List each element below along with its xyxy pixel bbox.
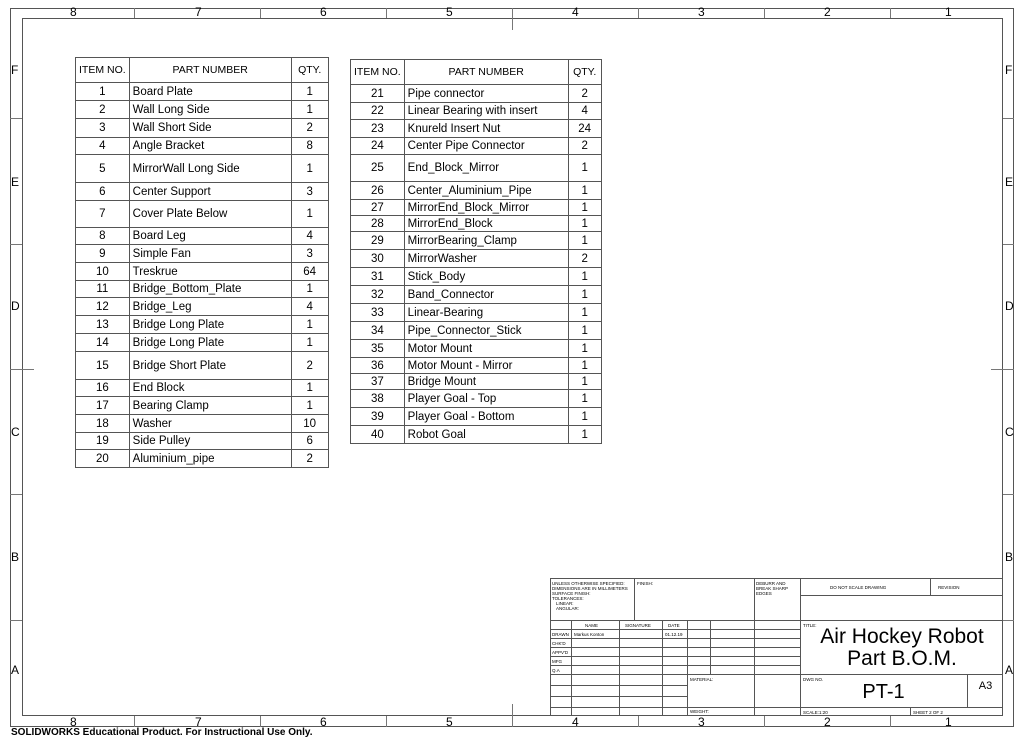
- bom-row: [76, 380, 329, 397]
- divider: [634, 578, 635, 620]
- bom-part-number: Pipe connector: [404, 85, 568, 103]
- bom-item-no: 22: [351, 103, 405, 120]
- zone-tick: [764, 8, 765, 18]
- bom-item-no: 38: [351, 390, 405, 408]
- zone-row-left: C: [11, 425, 20, 439]
- bom-item-no: 32: [351, 286, 405, 304]
- bom-row: [351, 374, 602, 390]
- zone-tick: [512, 704, 513, 727]
- bom-part-number: Knureld Insert Nut: [404, 120, 568, 138]
- bom-part-number: Player Goal - Bottom: [404, 408, 568, 426]
- bom-item-no: 1: [76, 83, 130, 101]
- bom-row: [76, 397, 329, 415]
- bom-row: [76, 316, 329, 334]
- divider: [710, 620, 711, 674]
- bom-qty: 24: [568, 120, 601, 138]
- zone-tick: [1003, 118, 1014, 119]
- bom-row: [351, 250, 602, 268]
- bom-part-number: Angle Bracket: [129, 138, 291, 155]
- bom-row: [351, 155, 602, 182]
- zone-col-top: 2: [824, 5, 831, 19]
- zone-col-top: 5: [446, 5, 453, 19]
- bom-row: [351, 358, 602, 374]
- bom-item-no: 26: [351, 182, 405, 200]
- bom-qty: 4: [291, 228, 328, 245]
- drawing-title-line2: Part B.O.M.: [847, 647, 957, 670]
- bom-qty: 1: [291, 397, 328, 415]
- bom-part-number: Motor Mount - Mirror: [404, 358, 568, 374]
- divider: [619, 620, 620, 716]
- zone-col-bottom: 6: [320, 715, 327, 729]
- bom-row: [76, 119, 329, 138]
- tb-linear: LINEAR:: [556, 601, 574, 606]
- zone-tick: [890, 716, 891, 727]
- bom-row: [351, 216, 602, 232]
- bom-item-no: 24: [351, 138, 405, 155]
- bom-item-no: 39: [351, 408, 405, 426]
- bom-row: [351, 103, 602, 120]
- tb-do-not-scale: DO NOT SCALE DRAWING: [830, 585, 887, 590]
- bom-part-number: MirrorWall Long Side: [129, 155, 291, 183]
- bom-row: [351, 304, 602, 322]
- bom-qty: 1: [568, 232, 601, 250]
- tb-sheet: SHEET 2 OF 2: [913, 710, 943, 715]
- bom-part-number: Aluminium_pipe: [129, 450, 291, 468]
- zone-col-bottom: 5: [446, 715, 453, 729]
- bom-item-no: 29: [351, 232, 405, 250]
- zone-tick: [638, 8, 639, 18]
- bom-row: [76, 155, 329, 183]
- bom-row: [76, 450, 329, 468]
- bom-qty: 1: [291, 380, 328, 397]
- bom-part-number: Bridge Mount: [404, 374, 568, 390]
- tb-mfg: MFG: [552, 659, 562, 664]
- zone-col-bottom: 4: [572, 715, 579, 729]
- bom-qty: 1: [568, 426, 601, 444]
- bom-item-no: 33: [351, 304, 405, 322]
- tb-qa: Q.A: [552, 668, 560, 673]
- bom-item-no: 15: [76, 352, 130, 380]
- bom-qty: 1: [568, 304, 601, 322]
- bom-item-no: 14: [76, 334, 130, 352]
- divider: [550, 707, 800, 708]
- bom-row: [351, 286, 602, 304]
- bom-item-no: 16: [76, 380, 130, 397]
- sheet-size: A3: [978, 680, 993, 692]
- bom-item-no: 20: [76, 450, 130, 468]
- zone-tick: [134, 8, 135, 18]
- bom-row: [351, 408, 602, 426]
- bom-qty: 1: [568, 340, 601, 358]
- bom-qty: 1: [568, 408, 601, 426]
- bom-row: [351, 390, 602, 408]
- divider: [930, 578, 931, 595]
- bom-part-number: Motor Mount: [404, 340, 568, 358]
- divider: [550, 620, 800, 621]
- zone-row-right: D: [1005, 299, 1014, 313]
- zone-col-bottom: 3: [698, 715, 705, 729]
- bom-qty: 1: [568, 322, 601, 340]
- bom-qty: 2: [568, 85, 601, 103]
- bom-part-number: Wall Short Side: [129, 119, 291, 138]
- bom-part-number: Center Support: [129, 183, 291, 201]
- drawing-title: [804, 626, 1000, 670]
- zone-col-bottom: 8: [70, 715, 77, 729]
- tb-material: MATERIAL:: [690, 677, 714, 682]
- bom-row: [76, 228, 329, 245]
- bom-part-number: Cover Plate Below: [129, 201, 291, 228]
- divider: [662, 620, 663, 716]
- drawing-number: PT-1: [862, 681, 905, 703]
- divider: [550, 629, 800, 630]
- header-part-number: PART NUMBER: [404, 60, 568, 85]
- tb-signature: SIGNATURE: [625, 623, 651, 628]
- bom-part-number: Simple Fan: [129, 245, 291, 263]
- bom-qty: 2: [568, 250, 601, 268]
- tb-chkd: CHK'D: [552, 641, 566, 646]
- bom-part-number: Washer: [129, 415, 291, 433]
- zone-col-top: 7: [195, 5, 202, 19]
- bom-qty: 10: [291, 415, 328, 433]
- zone-tick: [1003, 494, 1014, 495]
- bom-qty: 1: [568, 155, 601, 182]
- zone-row-left: A: [11, 663, 20, 677]
- zone-tick: [260, 716, 261, 727]
- bom-qty: 1: [568, 200, 601, 216]
- bom-qty: 3: [291, 245, 328, 263]
- zone-row-right: B: [1005, 550, 1014, 564]
- tb-deburr: DEBURR AND BREAK SHARP EDGES: [756, 581, 788, 596]
- bom-part-number: Center_Aluminium_Pipe: [404, 182, 568, 200]
- zone-tick: [764, 716, 765, 727]
- zone-col-bottom: 2: [824, 715, 831, 729]
- bom-item-no: 34: [351, 322, 405, 340]
- bom-row: [76, 415, 329, 433]
- bom-part-number: Stick_Body: [404, 268, 568, 286]
- bom-part-number: Wall Long Side: [129, 101, 291, 119]
- bom-part-number: Board Plate: [129, 83, 291, 101]
- bom-item-no: 35: [351, 340, 405, 358]
- tb-drawn-name: Markus Konton: [574, 632, 605, 637]
- bom-qty: 8: [291, 138, 328, 155]
- bom-part-number: End Block: [129, 380, 291, 397]
- bom-qty: 1: [568, 182, 601, 200]
- educational-watermark: SOLIDWORKS Educational Product. For Instructional Use Only.: [11, 727, 313, 738]
- tb-weight: WEIGHT:: [690, 709, 709, 714]
- tb-unless: UNLESS OTHERWISE SPECIFIED:: [552, 581, 625, 586]
- zone-row-right: A: [1005, 663, 1014, 677]
- bom-item-no: 36: [351, 358, 405, 374]
- bom-item-no: 2: [76, 101, 130, 119]
- bom-qty: 1: [291, 201, 328, 228]
- bom-row: [76, 263, 329, 281]
- bom-part-number: Robot Goal: [404, 426, 568, 444]
- bom-table-right: [350, 59, 602, 444]
- bom-qty: 2: [291, 119, 328, 138]
- tb-scale: SCALE:1:20: [803, 710, 828, 715]
- bom-qty: 1: [291, 101, 328, 119]
- header-qty: QTY.: [568, 60, 601, 85]
- zone-row-left: F: [11, 63, 19, 77]
- divider: [550, 647, 800, 648]
- tb-dwg-no-label: DWG NO.: [803, 677, 824, 682]
- bom-item-no: 40: [351, 426, 405, 444]
- zone-tick: [10, 244, 22, 245]
- bom-qty: 6: [291, 433, 328, 450]
- bom-part-number: Bridge Long Plate: [129, 316, 291, 334]
- divider: [571, 620, 572, 716]
- zone-tick: [638, 716, 639, 727]
- bom-item-no: 28: [351, 216, 405, 232]
- divider: [910, 707, 911, 716]
- bom-qty: 4: [291, 298, 328, 316]
- bom-item-no: 19: [76, 433, 130, 450]
- bom-item-no: 12: [76, 298, 130, 316]
- zone-tick: [991, 369, 1014, 370]
- bom-row: [351, 340, 602, 358]
- bom-part-number: Bearing Clamp: [129, 397, 291, 415]
- bom-item-no: 17: [76, 397, 130, 415]
- zone-tick: [134, 716, 135, 727]
- bom-row: [76, 334, 329, 352]
- bom-row: [76, 352, 329, 380]
- bom-row: [76, 83, 329, 101]
- bom-part-number: MirrorEnd_Block_Mirror: [404, 200, 568, 216]
- bom-part-number: Bridge_Leg: [129, 298, 291, 316]
- bom-item-no: 4: [76, 138, 130, 155]
- bom-part-number: Pipe_Connector_Stick: [404, 322, 568, 340]
- zone-row-left: B: [11, 550, 20, 564]
- bom-row: [76, 183, 329, 201]
- zone-tick: [10, 494, 22, 495]
- header-item-no: ITEM NO.: [76, 58, 130, 83]
- header-qty: QTY.: [291, 58, 328, 83]
- bom-item-no: 30: [351, 250, 405, 268]
- bom-item-no: 18: [76, 415, 130, 433]
- bom-row: [76, 433, 329, 450]
- zone-col-bottom: 1: [945, 715, 952, 729]
- bom-part-number: Bridge_Bottom_Plate: [129, 281, 291, 298]
- zone-row-right: E: [1005, 175, 1014, 189]
- divider: [800, 674, 1003, 675]
- bom-qty: 1: [568, 374, 601, 390]
- bom-qty: 1: [568, 286, 601, 304]
- tb-dims: DIMENSIONS ARE IN MILLIMETERS: [552, 586, 628, 591]
- zone-tick: [512, 8, 513, 30]
- bom-part-number: Bridge Short Plate: [129, 352, 291, 380]
- divider: [800, 620, 1003, 621]
- bom-qty: 4: [568, 103, 601, 120]
- tb-appvd: APPV'D: [552, 650, 569, 655]
- bom-part-number: Linear-Bearing: [404, 304, 568, 322]
- bom-qty: 64: [291, 263, 328, 281]
- bom-row: [351, 138, 602, 155]
- tb-drawn: DRAWN: [552, 632, 569, 637]
- tb-title-label: TITLE:: [803, 623, 817, 628]
- zone-row-left: D: [11, 299, 20, 313]
- zone-tick: [386, 8, 387, 18]
- bom-qty: 1: [568, 216, 601, 232]
- zone-tick: [890, 8, 891, 18]
- bom-part-number: MirrorEnd_Block: [404, 216, 568, 232]
- zone-col-top: 3: [698, 5, 705, 19]
- bom-item-no: 25: [351, 155, 405, 182]
- bom-part-number: Band_Connector: [404, 286, 568, 304]
- bom-item-no: 9: [76, 245, 130, 263]
- bom-qty: 1: [291, 155, 328, 183]
- zone-tick: [10, 369, 34, 370]
- bom-part-number: Board Leg: [129, 228, 291, 245]
- bom-item-no: 10: [76, 263, 130, 281]
- bom-row: [76, 281, 329, 298]
- bom-qty: 1: [291, 83, 328, 101]
- bom-item-no: 23: [351, 120, 405, 138]
- tb-surface: SURFACE FINISH:: [552, 591, 591, 596]
- zone-row-left: E: [11, 175, 20, 189]
- zone-col-bottom: 7: [195, 715, 202, 729]
- zone-col-top: 8: [70, 5, 77, 19]
- header-part-number: PART NUMBER: [129, 58, 291, 83]
- tb-drawn-date: 01.12.19: [665, 632, 683, 637]
- zone-tick: [10, 118, 22, 119]
- bom-part-number: MirrorWasher: [404, 250, 568, 268]
- bom-item-no: 3: [76, 119, 130, 138]
- bom-row: [351, 85, 602, 103]
- zone-col-top: 1: [945, 5, 952, 19]
- divider: [800, 707, 1003, 708]
- bom-row: [76, 298, 329, 316]
- tb-revision: REVISION: [938, 585, 960, 590]
- zone-col-top: 6: [320, 5, 327, 19]
- bom-part-number: Bridge Long Plate: [129, 334, 291, 352]
- bom-row: [351, 322, 602, 340]
- bom-table-left: [75, 57, 329, 468]
- bom-row: [76, 201, 329, 228]
- divider: [550, 638, 800, 639]
- bom-part-number: Linear Bearing with insert: [404, 103, 568, 120]
- bom-item-no: 13: [76, 316, 130, 334]
- bom-row: [76, 101, 329, 119]
- zone-tick: [1003, 244, 1014, 245]
- tb-date: DATE: [668, 623, 680, 628]
- bom-part-number: Side Pulley: [129, 433, 291, 450]
- bom-row: [76, 138, 329, 155]
- tb-angular: ANGULAR:: [556, 606, 580, 611]
- tb-finish: FINISH:: [637, 581, 654, 586]
- zone-tick: [1003, 620, 1014, 621]
- bom-row: [351, 426, 602, 444]
- bom-part-number: End_Block_Mirror: [404, 155, 568, 182]
- bom-qty: 1: [291, 281, 328, 298]
- bom-row: [351, 268, 602, 286]
- bom-item-no: 27: [351, 200, 405, 216]
- bom-row: [351, 120, 602, 138]
- bom-row: [351, 182, 602, 200]
- divider: [687, 620, 688, 716]
- bom-item-no: 7: [76, 201, 130, 228]
- bom-qty: 1: [568, 358, 601, 374]
- bom-item-no: 8: [76, 228, 130, 245]
- bom-item-no: 31: [351, 268, 405, 286]
- bom-row: [76, 245, 329, 263]
- bom-item-no: 6: [76, 183, 130, 201]
- zone-tick: [386, 716, 387, 727]
- bom-qty: 2: [291, 352, 328, 380]
- bom-qty: 2: [568, 138, 601, 155]
- bom-qty: 1: [568, 268, 601, 286]
- zone-tick: [10, 620, 22, 621]
- divider: [800, 595, 1003, 596]
- bom-qty: 3: [291, 183, 328, 201]
- bom-qty: 1: [568, 390, 601, 408]
- bom-item-no: 11: [76, 281, 130, 298]
- zone-row-right: C: [1005, 425, 1014, 439]
- divider: [550, 656, 800, 657]
- bom-part-number: Center Pipe Connector: [404, 138, 568, 155]
- bom-row: [351, 200, 602, 216]
- bom-row: [351, 232, 602, 250]
- drawing-title-line1: Air Hockey Robot: [820, 625, 984, 648]
- tb-name: NAME: [585, 623, 599, 628]
- tb-tolerances: TOLERANCES:: [552, 596, 584, 601]
- bom-qty: 1: [291, 316, 328, 334]
- bom-part-number: Player Goal - Top: [404, 390, 568, 408]
- bom-qty: 1: [291, 334, 328, 352]
- bom-item-no: 21: [351, 85, 405, 103]
- bom-qty: 2: [291, 450, 328, 468]
- bom-part-number: MirrorBearing_Clamp: [404, 232, 568, 250]
- zone-tick: [260, 8, 261, 18]
- header-item-no: ITEM NO.: [351, 60, 405, 85]
- bom-item-no: 37: [351, 374, 405, 390]
- zone-col-top: 4: [572, 5, 579, 19]
- divider: [550, 665, 800, 666]
- bom-item-no: 5: [76, 155, 130, 183]
- bom-part-number: Treskrue: [129, 263, 291, 281]
- zone-row-right: F: [1005, 63, 1013, 77]
- divider: [550, 674, 800, 675]
